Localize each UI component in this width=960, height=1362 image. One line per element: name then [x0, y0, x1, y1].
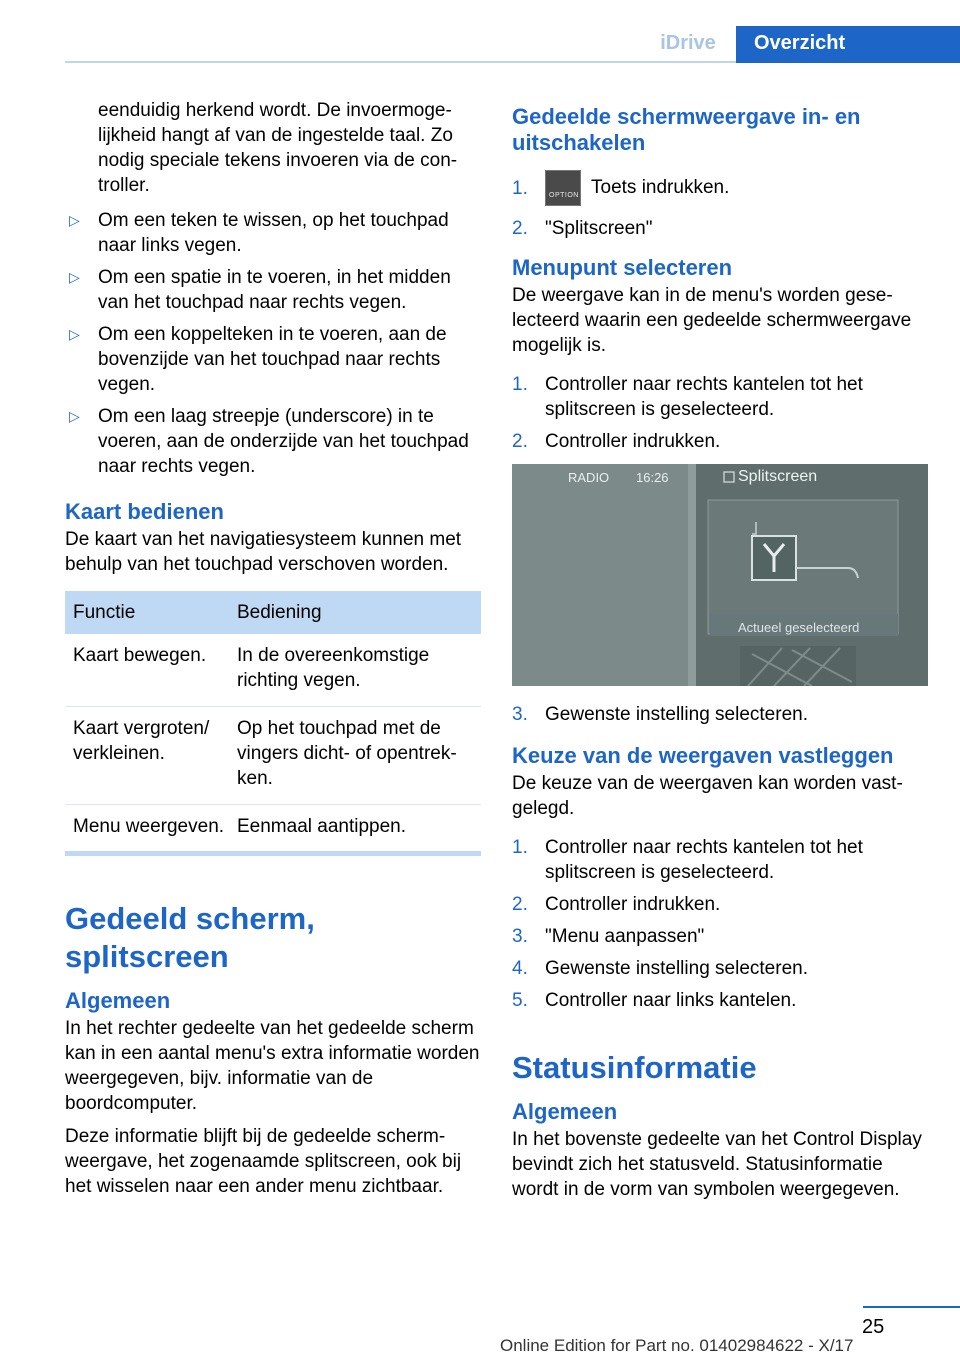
bullet-item: ▷ Om een teken te wissen, op het touchpad naar links vegen.: [65, 208, 481, 258]
status-heading: Algemeen: [512, 1099, 618, 1124]
left-column: [65, 98, 481, 1207]
general-paragraph-1: In het rechter gedeelte van het gedeelde scherm kan in een aantal menu's extra informatie worden weergegeven, bijv. informatie van de boordcomputer.: [65, 1018, 480, 1114]
status-paragraph: In het bovenste gedeelte van het Control Display bevindt zich het statusveld. Statusinformatie wordt in de vorm van symbolen weergegeven.: [512, 1129, 922, 1200]
screen-caption: Actueel geselecteerd: [738, 620, 860, 635]
list-item: 5. Controller naar links kantelen.: [512, 990, 797, 1011]
table-row: Kaart vergroten/ verkleinen. Op het touchpad met de vingers dicht- of opentrekken.: [65, 707, 481, 805]
splitscreen-screenshot: [512, 464, 928, 686]
bullet-item: ▷ Om een spatie in te voeren, in het midden van het touchpad naar rechts vegen.: [65, 265, 481, 315]
triangle-bullet-icon: ▷: [69, 326, 80, 342]
list-item: 2. Controller indrukken.: [512, 431, 721, 452]
right-column: [512, 104, 928, 1210]
screen-title: Splitscreen: [738, 468, 818, 485]
footer-rule: [863, 1306, 960, 1308]
header-section-tab[interactable]: iDrive: [660, 32, 716, 54]
page-number: 25: [862, 1316, 885, 1338]
general-paragraph-2: Deze informatie blijft bij de gedeelde schermweergave, het zogenaamde splitscreen, ook bij het wisselen naar een ander menu zichtbaar.: [65, 1126, 462, 1197]
list-item: 1. Controller naar rechts kantelen tot het splitscreen is geselecteerd.: [512, 837, 863, 883]
map-heading: Kaart bedienen: [65, 499, 224, 524]
list-item: 3. "Menu aanpassen": [512, 926, 705, 947]
list-item: 2. "Splitscreen": [512, 218, 653, 239]
split-section-title: Gedeeld scherm, splitscreen: [65, 901, 315, 974]
screen-radio-label: RADIO: [568, 470, 610, 485]
table-row: Menu weergeven. Eenmaal aantippen.: [65, 805, 481, 854]
choice-paragraph: De keuze van de weergaven kan worden vastgelegd.: [512, 773, 903, 819]
bullet-item: ▷ Om een laag streepje (underscore) in te voeren, aan de onderzijde van het touchpad naar rechts vegen.: [65, 404, 481, 479]
list-item: 1. OPTION Toets indrukken.: [512, 170, 928, 206]
list-item: 1. Controller naar rechts kantelen tot het splitscreen is geselecteerd.: [512, 374, 863, 420]
bullet-item: ▷ Om een koppelteken in te voeren, aan de bovenzijde van het touchpad naar rechts vegen.: [65, 322, 481, 397]
gesture-table: [65, 591, 481, 856]
table-header-function: Functie: [65, 591, 229, 634]
screen-time: 16:26: [636, 470, 669, 485]
intro-paragraph: eenduidig herkend wordt. De invoermogelijkheid hangt af van de ingestelde taal. Zo nodig speciale tekens invoeren via de controller.: [98, 100, 458, 196]
menu-paragraph: De weergave kan in de menu's worden geselecteerd waarin een gedeelde schermweergave mogelijk is.: [512, 285, 912, 356]
triangle-bullet-icon: ▷: [69, 408, 80, 424]
general-heading: Algemeen: [65, 988, 171, 1013]
list-item: 2. Controller indrukken.: [512, 894, 721, 915]
status-section-title: Statusinformatie: [512, 1050, 757, 1085]
choice-heading: Keuze van de weergaven vastleggen: [512, 743, 894, 768]
header-chapter-tab[interactable]: Overzicht: [736, 26, 960, 63]
footer-edition: Online Edition for Part no. 01402984622 - X/17: [500, 1336, 854, 1355]
menu-heading: Menupunt selecteren: [512, 255, 733, 280]
triangle-bullet-icon: ▷: [69, 269, 80, 285]
table-header-operation: Bediening: [229, 591, 481, 634]
map-paragraph: De kaart van het navigatiesysteem kunnen met behulp van het touchpad verschoven worden.: [65, 529, 462, 575]
splitscreen-illustration: [512, 464, 928, 686]
triangle-bullet-icon: ▷: [69, 212, 80, 228]
list-item: 4. Gewenste instelling selecteren.: [512, 958, 808, 979]
table-row: Kaart bewegen. In de overeenkomstige richting vegen.: [65, 634, 481, 707]
option-button-icon: OPTION: [545, 170, 581, 206]
list-item: 3. Gewenste instelling selecteren.: [512, 704, 808, 725]
toggle-heading: Gedeelde schermweergave in- en uitschakelen: [512, 104, 861, 155]
